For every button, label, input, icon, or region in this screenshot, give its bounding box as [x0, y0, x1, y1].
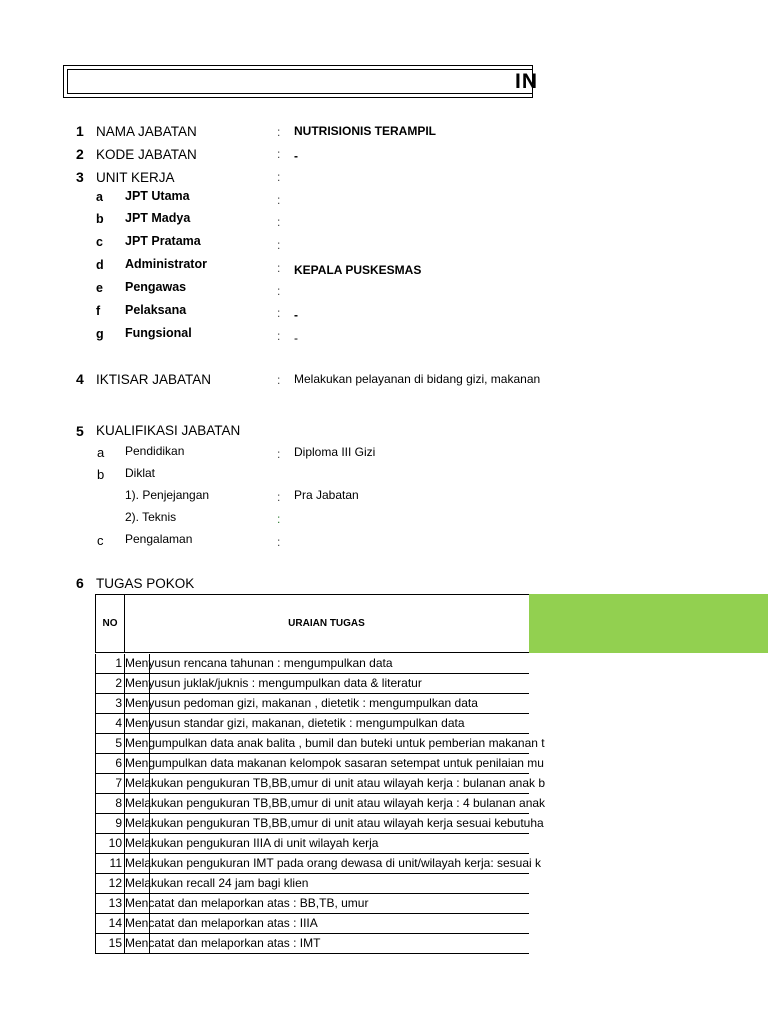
table-cell-uraian-text: Menyusun pedoman gizi, makanan , dietetik : mengumpulkan data [125, 696, 478, 710]
sub-label-pengawas: Pengawas [125, 280, 187, 294]
field-label-unit-kerja: UNIT KERJA [96, 170, 175, 185]
sub-label-pengalaman: Pengalaman [125, 532, 193, 546]
table-cell-uraian-text: Mencatat dan melaporkan atas : BB,TB, umur [125, 896, 369, 910]
table-cell-no: 4 [95, 714, 125, 734]
table-row [95, 934, 529, 954]
field-label-kode-jabatan: KODE JABATAN [96, 147, 197, 162]
colon: : [277, 215, 281, 229]
table-cell-uraian-text: Melakukan pengukuran IMT pada orang dewasa di unit/wilayah kerja: sesuai k [125, 856, 542, 870]
table-row [95, 834, 529, 854]
sub-value-pendidikan: Diploma III Gizi [294, 445, 376, 459]
table-cell-uraian-text: Mencatat dan melaporkan atas : IIIA [125, 916, 318, 930]
sub-value-administrator: KEPALA PUSKESMAS [294, 263, 422, 277]
table-cell-uraian [124, 934, 529, 954]
sub-value-penjejangan: Pra Jabatan [294, 488, 359, 502]
field-num: 4 [76, 371, 84, 387]
colon: : [277, 329, 281, 343]
table-cell-no: 8 [95, 794, 125, 814]
table-cell-uraian [124, 774, 546, 794]
colon: : [277, 238, 281, 252]
table-cell-uraian-text: Mencatat dan melaporkan atas : IMT [125, 936, 321, 950]
field-num: 6 [76, 575, 84, 591]
field-num: 5 [76, 423, 84, 439]
sub-label-jpt-pratama: JPT Pratama [125, 234, 201, 248]
table-cell-uraian-text: Melakukan recall 24 jam bagi klien [125, 876, 309, 890]
table-row [95, 914, 529, 934]
colon: : [277, 125, 281, 139]
table-row [95, 674, 529, 694]
table-row [95, 714, 529, 734]
table-cell-uraian-text: Menyusun rencana tahunan : mengumpulkan data [125, 656, 393, 670]
table-cell-no: 1 [95, 654, 125, 674]
colon: : [277, 447, 281, 461]
table-header-uraian [124, 594, 529, 653]
table-cell-uraian-text: Mengumpulkan data anak balita , bumil dan buteki untuk pemberian makanan t [125, 736, 545, 750]
sub-letter: e [96, 281, 103, 295]
table-row [95, 734, 545, 754]
sub-letter: g [96, 327, 104, 341]
sub-label-jpt-madya: JPT Madya [125, 211, 191, 225]
sub-label-penjejangan: 1). Penjejangan [125, 488, 210, 502]
table-cell-no: 2 [95, 674, 125, 694]
field-num: 1 [76, 123, 84, 139]
sub-letter: d [96, 258, 104, 272]
table-cell-uraian-text: Melakukan pengukuran TB,BB,umur di unit atau wilayah kerja sesuai kebutuha [125, 816, 544, 830]
sub-letter: c [96, 235, 103, 249]
field-value-iktisar: Melakukan pelayanan di bidang gizi, makanan [294, 372, 541, 386]
field-label-tugas-pokok: TUGAS POKOK [96, 576, 195, 591]
table-cell-uraian-text: Mengumpulkan data makanan kelompok sasaran setempat untuk penilaian mu [125, 756, 544, 770]
sub-label-pendidikan: Pendidikan [125, 444, 185, 458]
table-cell-uraian-text: Menyusun standar gizi, makanan, dietetik : mengumpulkan data [125, 716, 465, 730]
sub-letter: f [96, 304, 101, 318]
sub-letter: b [96, 212, 104, 226]
colon: : [277, 306, 281, 320]
colon: : [277, 284, 281, 298]
table-cell-uraian [124, 734, 545, 754]
table-cell-no: 5 [95, 734, 125, 754]
table-row [95, 814, 544, 834]
table-cell-uraian-text: Menyusun juklak/juknis : mengumpulkan data & literatur [125, 676, 422, 690]
sub-letter: a [96, 190, 103, 204]
sub-label-teknis: 2). Teknis [125, 510, 177, 524]
sub-value-fungsional: - [294, 331, 298, 345]
table-cell-uraian [124, 674, 529, 694]
table-cell-uraian [124, 714, 529, 734]
table-cell-uraian [124, 894, 529, 914]
field-label-kualifikasi: KUALIFIKASI JABATAN [96, 423, 241, 438]
sub-label-administrator: Administrator [125, 257, 207, 271]
sub-label-diklat: Diklat [125, 466, 156, 480]
table-cell-no: 10 [95, 834, 125, 854]
table-cell-uraian-text: Melakukan pengukuran TB,BB,umur di unit atau wilayah kerja : 4 bulanan anak [125, 796, 546, 810]
table-header-uraian-label: URAIAN TUGAS [288, 618, 365, 629]
sub-value-pelaksana: - [294, 308, 298, 322]
table-cell-no: 12 [95, 874, 125, 894]
table-cell-uraian-text: Melakukan pengukuran IIIA di unit wilayah kerja [125, 836, 379, 850]
table-cell-uraian [124, 814, 544, 834]
table-cell-uraian [124, 854, 542, 874]
field-value-kode-jabatan: - [294, 149, 298, 163]
table-header-no: NO [95, 594, 125, 653]
sub-letter: c [97, 533, 104, 548]
table-cell-uraian [124, 914, 529, 934]
table-cell-no: 15 [95, 934, 125, 954]
table-cell-uraian [124, 834, 529, 854]
table-row [95, 774, 546, 794]
table-cell-uraian [124, 874, 529, 894]
title-box [63, 65, 538, 98]
table-cell-uraian [124, 654, 529, 674]
table-row [95, 794, 546, 814]
colon: : [277, 512, 281, 526]
table-row [95, 854, 542, 874]
table-cell-no: 6 [95, 754, 125, 774]
table-cell-uraian [124, 794, 546, 814]
table-row [95, 694, 529, 714]
table-cell-no: 3 [95, 694, 125, 714]
table-cell-no: 7 [95, 774, 125, 794]
table-row [95, 754, 544, 774]
colon: : [277, 373, 281, 387]
table-row [95, 894, 529, 914]
colon: : [277, 490, 281, 504]
field-num: 3 [76, 169, 84, 185]
page-title: IN [515, 70, 538, 93]
table-cell-uraian [124, 694, 529, 714]
table-cell-uraian [124, 754, 544, 774]
colon: : [277, 535, 281, 549]
table-cell-no: 9 [95, 814, 125, 834]
colon: : [277, 193, 281, 207]
colon: : [277, 147, 281, 161]
field-label-nama-jabatan: NAMA JABATAN [96, 124, 197, 139]
sub-label-fungsional: Fungsional [125, 326, 192, 340]
table-cell-no: 14 [95, 914, 125, 934]
table-cell-no: 11 [95, 854, 125, 874]
sub-letter: a [97, 445, 105, 460]
table-header-green-cell [529, 594, 768, 653]
sub-label-pelaksana: Pelaksana [125, 303, 187, 317]
field-num: 2 [76, 146, 84, 162]
colon: : [277, 170, 281, 184]
table-cell-uraian-text: Melakukan pengukuran TB,BB,umur di unit atau wilayah kerja : bulanan anak b [125, 776, 546, 790]
field-value-nama-jabatan: NUTRISIONIS TERAMPIL [294, 124, 437, 138]
sub-label-jpt-utama: JPT Utama [125, 189, 190, 203]
table-row [95, 874, 529, 894]
table-cell-no: 13 [95, 894, 125, 914]
colon: : [277, 261, 281, 275]
field-label-iktisar: IKTISAR JABATAN [96, 372, 212, 387]
table-row [95, 654, 529, 674]
sub-letter: b [97, 467, 105, 482]
